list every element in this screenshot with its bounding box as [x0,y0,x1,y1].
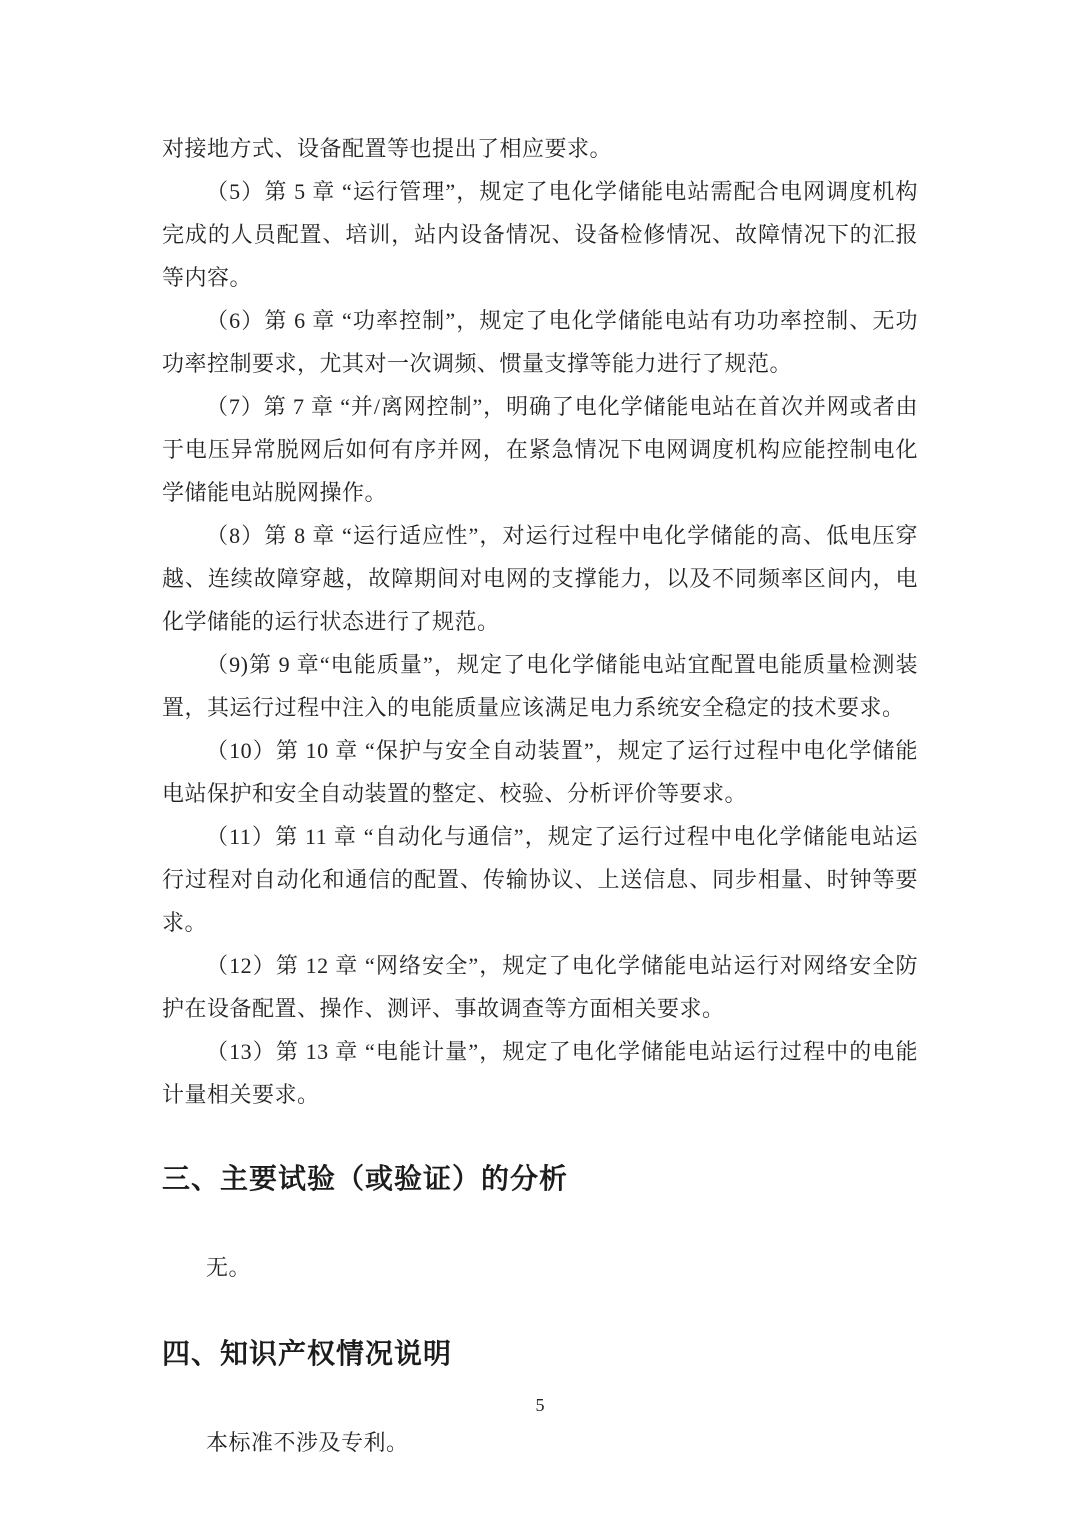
paragraph-item-10: （10）第 10 章 “保护与安全自动装置”，规定了运行过程中电化学储能电站保护和安全自动装置的整定、校验、分析评价等要求。 [162,738,918,806]
section-heading-3: 三、主要试验（或验证）的分析 [162,1164,569,1195]
page-number: 5 [535,1395,545,1415]
paragraph-item-7: （7）第 7 章 “并/离网控制”，明确了电化学储能电站在首次并网或者由于电压异常脱网后如何有序并网，在紧急情况下电网调度机构应能控制电化学储能电站脱网操作。 [162,394,918,505]
section-4-body: 本标准不涉及专利。 [206,1430,409,1455]
text-block [162,127,918,1464]
paragraph-item-9: （9)第 9 章“电能质量”，规定了电化学储能电站宜配置电能质量检测装置，其运行过程中注入的电能质量应该满足电力系统安全稳定的技术要求。 [162,652,918,720]
paragraph-item-5: （5）第 5 章 “运行管理”，规定了电化学储能电站需配合电网调度机构完成的人员配置、培训，站内设备情况、设备检修情况、故障情况下的汇报等内容。 [162,179,918,290]
paragraph-continuation: 对接地方式、设备配置等也提出了相应要求。 [162,136,613,161]
paragraph-item-13: （13）第 13 章 “电能计量”，规定了电化学储能电站运行过程中的电能计量相关要求。 [162,1039,918,1107]
paragraph-item-11: （11）第 11 章 “自动化与通信”，规定了运行过程中电化学储能电站运行过程对自动化和通信的配置、传输协议、上送信息、同步相量、时钟等要求。 [162,824,918,935]
paragraph-item-8: （8）第 8 章 “运行适应性”，对运行过程中电化学储能的高、低电压穿越、连续故障穿越，故障期间对电网的支撑能力，以及不同频率区间内，电化学储能的运行状态进行了规范。 [162,523,918,634]
section-heading-4: 四、知识产权情况说明 [162,1339,453,1370]
paragraph-item-12: （12）第 12 章 “网络安全”，规定了电化学储能电站运行对网络安全防护在设备配置、操作、测评、事故调查等方面相关要求。 [162,953,918,1021]
paragraph-item-6: （6）第 6 章 “功率控制”，规定了电化学储能电站有功功率控制、无功功率控制要求，尤其对一次调频、惯量支撑等能力进行了规范。 [162,308,918,376]
section-3-body: 无。 [206,1255,252,1280]
